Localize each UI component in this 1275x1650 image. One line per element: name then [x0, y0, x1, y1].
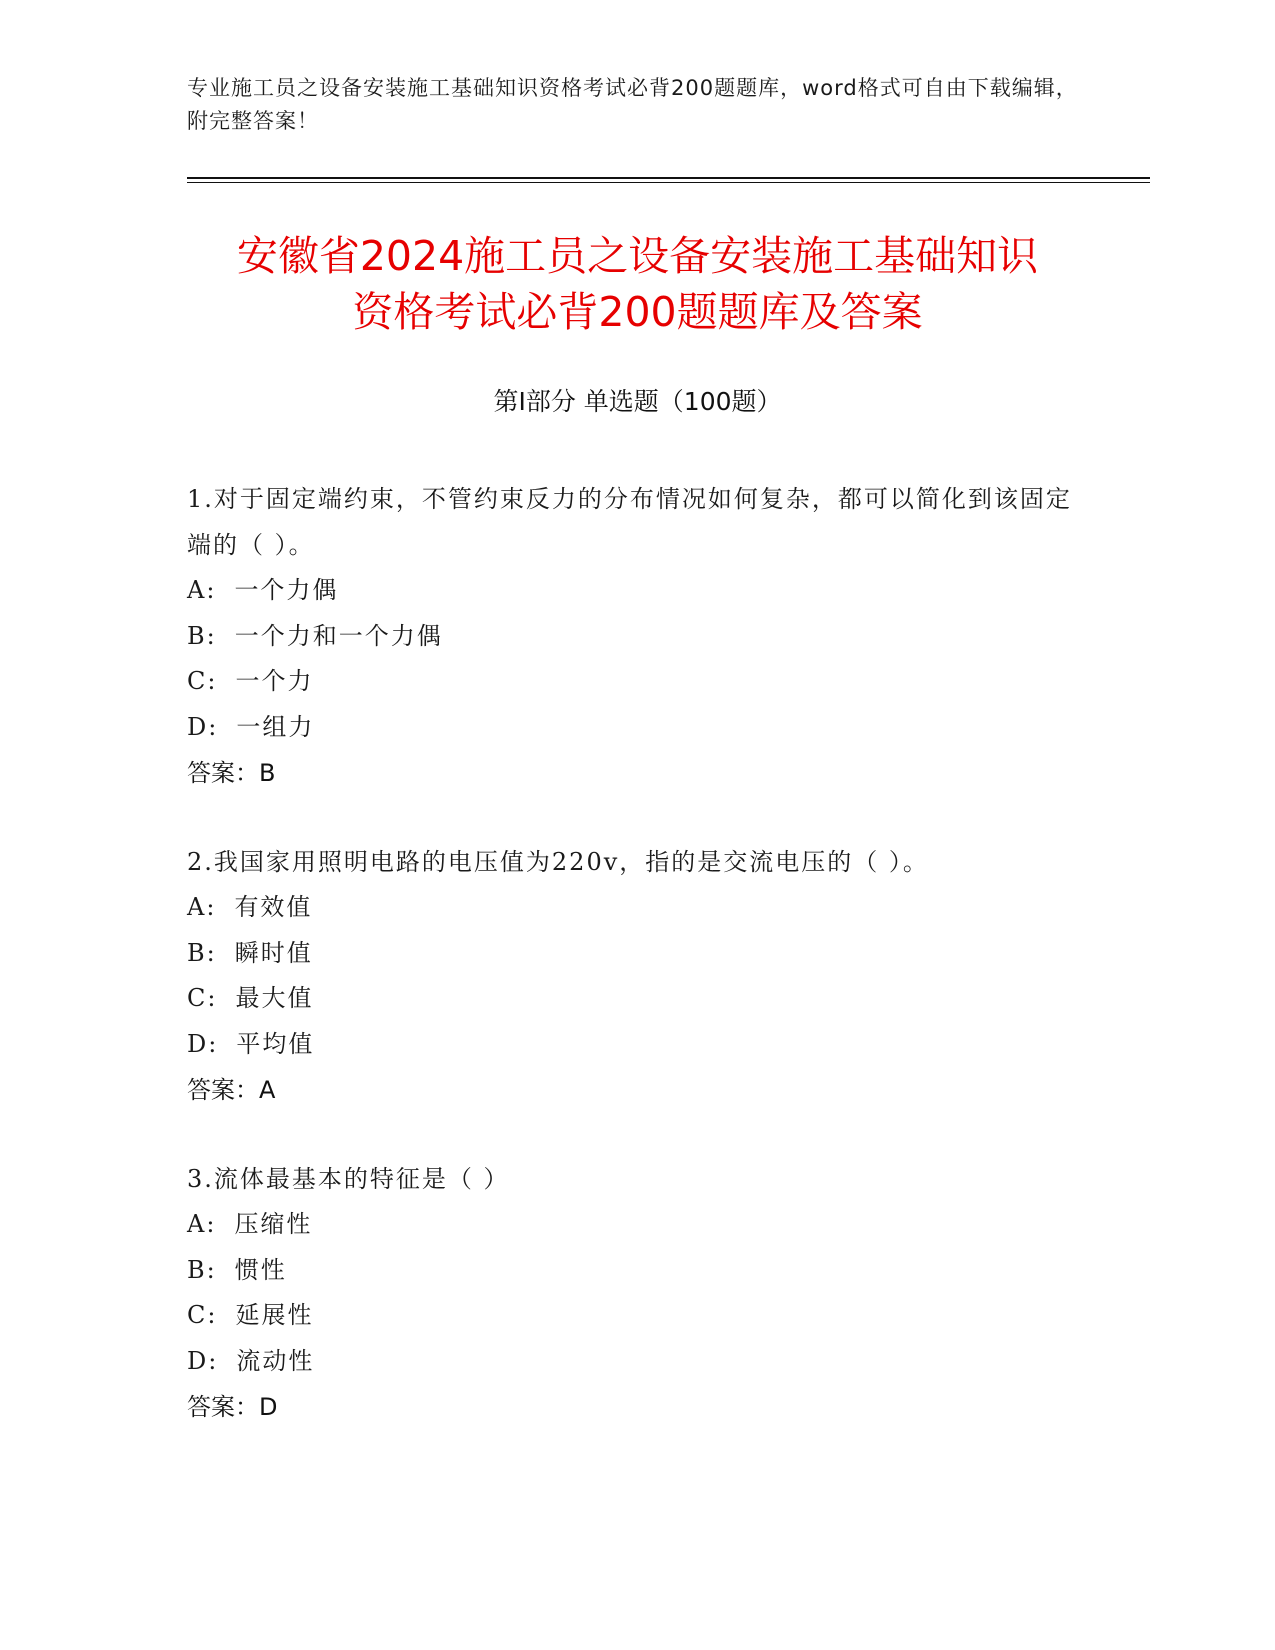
- option-text: 延展性: [235, 1301, 314, 1329]
- option-a: A: 有效值: [187, 885, 1087, 931]
- question-3: [187, 1156, 1087, 1430]
- question-text: 流体最基本的特征是（ ）: [213, 1165, 510, 1193]
- section-heading: 第I部分 单选题（100题）: [493, 387, 782, 416]
- header-note: 专业施工员之设备安装施工基础知识资格考试必背200题题库，word格式可自由下载编辑，附完整答案！: [187, 76, 1078, 133]
- option-text: 瞬时值: [234, 938, 313, 967]
- question-number: 3.: [187, 1165, 214, 1193]
- option-text: 有效值: [234, 893, 313, 921]
- answer-value: D: [259, 1393, 278, 1421]
- option-key: D: [187, 1346, 209, 1375]
- option-d: D: 流动性: [187, 1339, 1087, 1385]
- option-key: A: [187, 1210, 207, 1238]
- option-b: B: 瞬时值: [187, 931, 1087, 977]
- header-rule-thin: [187, 182, 1150, 183]
- option-key: B: [187, 1255, 207, 1284]
- option-text: 一个力: [235, 667, 314, 695]
- title-line-1: 安徽省2024施工员之设备安装施工基础知识: [236, 232, 1039, 280]
- answer-line: [187, 750, 1087, 796]
- answer-line: [187, 1067, 1087, 1113]
- option-text: 平均值: [236, 1029, 315, 1058]
- option-d: D: 平均值: [187, 1022, 1087, 1068]
- option-text: 最大值: [235, 984, 314, 1012]
- question-text: 我国家用照明电路的电压值为220v，指的是交流电压的（ ）。: [213, 848, 929, 876]
- option-a: A: 一个力偶: [187, 568, 1087, 614]
- option-text: 一组力: [236, 712, 315, 741]
- question-1: [187, 476, 1087, 796]
- question-2: [187, 839, 1087, 1113]
- option-text: 惯性: [234, 1255, 287, 1284]
- option-key: C: [187, 1301, 208, 1329]
- header-rule-thick: [187, 177, 1150, 179]
- option-text: 一个力偶: [234, 576, 339, 604]
- answer-line: [187, 1384, 1087, 1430]
- question-list: [187, 476, 1087, 1430]
- option-text: 流动性: [236, 1346, 315, 1375]
- answer-value: B: [259, 759, 276, 787]
- option-c: C: 一个力: [187, 659, 1087, 705]
- question-stem: [187, 476, 1087, 568]
- question-stem: [187, 1156, 1087, 1202]
- option-b: B: 惯性: [187, 1248, 1087, 1294]
- option-key: B: [187, 938, 207, 967]
- option-a: A: 压缩性: [187, 1202, 1087, 1248]
- option-key: C: [187, 984, 208, 1012]
- document-title: [150, 228, 1125, 340]
- option-key: A: [187, 576, 207, 604]
- option-key: C: [187, 667, 208, 695]
- answer-label: 答案：: [187, 1393, 259, 1421]
- option-key: D: [187, 1029, 209, 1058]
- question-stem: [187, 839, 1087, 885]
- option-key: D: [187, 712, 209, 741]
- option-b: B: 一个力和一个力偶: [187, 614, 1087, 660]
- option-key: A: [187, 893, 207, 921]
- option-text: 一个力和一个力偶: [234, 621, 443, 650]
- question-number: 1.: [187, 485, 214, 513]
- answer-value: A: [259, 1076, 276, 1104]
- answer-label: 答案：: [187, 759, 259, 787]
- title-line-2: 资格考试必背200题题库及答案: [352, 288, 923, 336]
- option-key: B: [187, 621, 207, 650]
- question-text: 对于固定端约束，不管约束反力的分布情况如何复杂，都可以简化到该固定端的（ ）。: [187, 485, 1072, 559]
- option-text: 压缩性: [234, 1210, 313, 1238]
- option-d: D: 一组力: [187, 705, 1087, 751]
- question-number: 2.: [187, 848, 214, 876]
- option-c: C: 最大值: [187, 976, 1087, 1022]
- answer-label: 答案：: [187, 1076, 259, 1104]
- option-c: C: 延展性: [187, 1293, 1087, 1339]
